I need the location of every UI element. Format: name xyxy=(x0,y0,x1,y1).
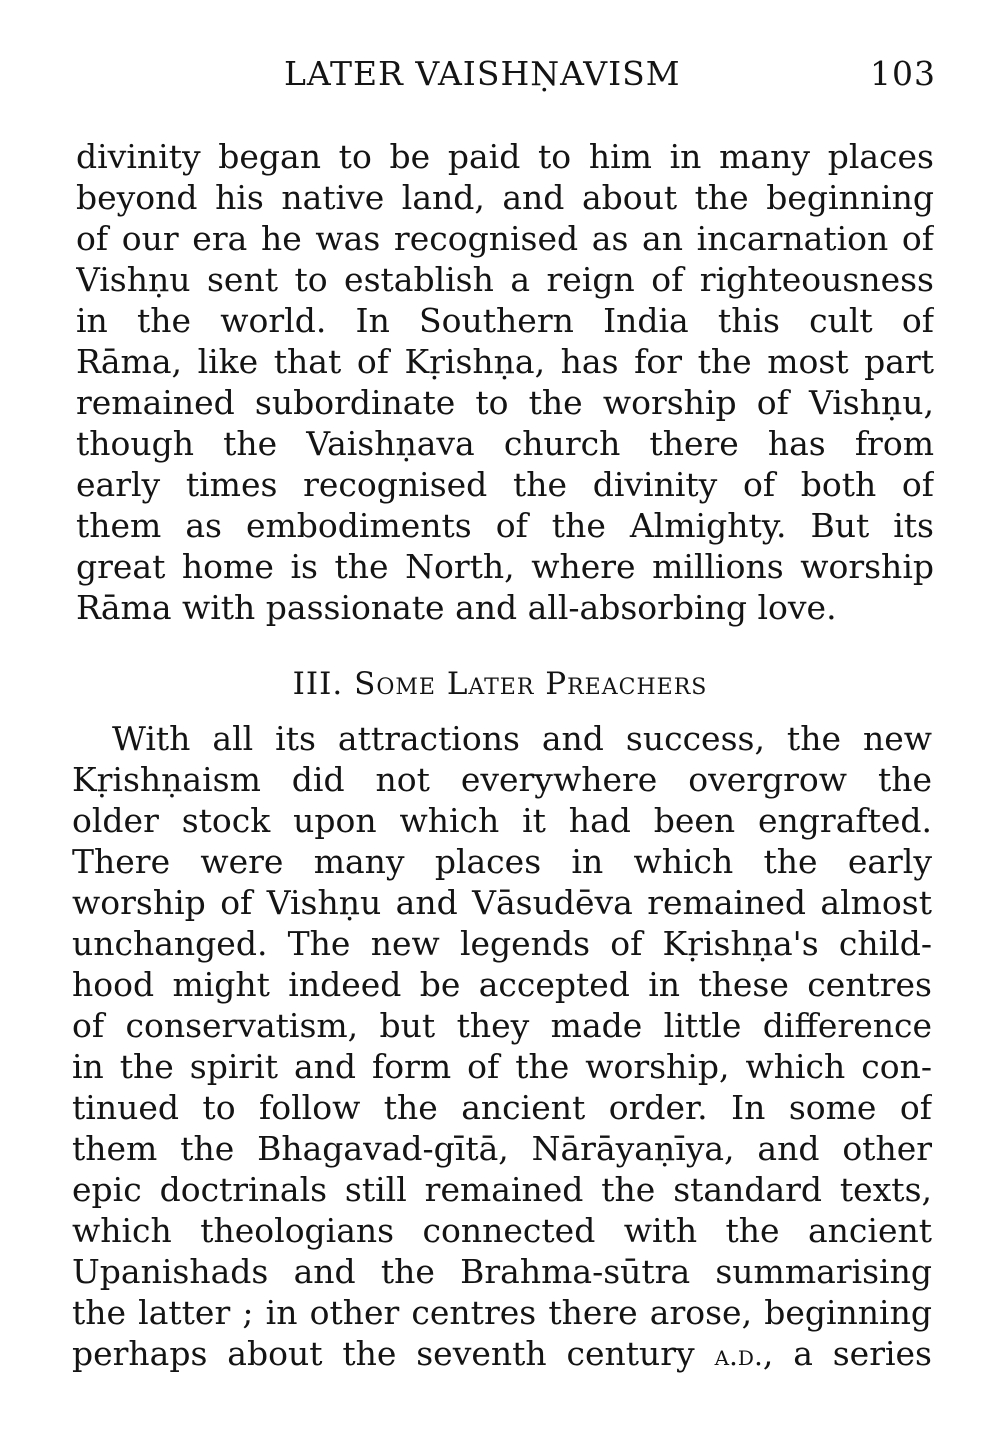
text-line-last xyxy=(72,1333,932,1374)
text-line: which theologians connected with the ancient xyxy=(72,1211,932,1250)
text-line: Kṛishṇaism did not everywhere overgrow the xyxy=(72,760,932,799)
text-fragment: perhaps about the seventh century xyxy=(72,1334,715,1373)
text-line: great home is the North, where millions worship xyxy=(76,547,934,586)
text-line: There were many places in which the early xyxy=(72,842,932,881)
text-line: them the Bhagavad-gītā, Nārāyaṇīya, and other xyxy=(72,1129,932,1168)
text-line: early times recognised the divinity of both of xyxy=(76,465,934,504)
text-line: With all its attractions and success, the new xyxy=(112,719,932,758)
text-line: older stock upon which it had been engrafted. xyxy=(72,801,932,840)
text-fragment: , a series xyxy=(762,1334,932,1373)
text-line: worship of Vishṇu and Vāsudēva remained almost xyxy=(72,883,932,922)
text-line: the latter ; in other centres there arose, beginning xyxy=(72,1293,932,1332)
text-line: remained subordinate to the worship of Vishṇu, xyxy=(76,383,934,422)
text-line: epic doctrinals still remained the standard texts, xyxy=(72,1170,932,1209)
text-line: Rāma, like that of Kṛishṇa, has for the most part xyxy=(76,342,934,381)
text-line: of conservatism, but they made little difference xyxy=(72,1006,932,1045)
text-line: beyond his native land, and about the beginning xyxy=(76,178,934,217)
text-line: them as embodiments of the Almighty. But its xyxy=(76,506,934,545)
text-line: of our era he was recognised as an incarnation of xyxy=(76,219,934,258)
era-abbreviation: a.d. xyxy=(714,1339,763,1372)
paragraph-2 xyxy=(72,718,932,1374)
paragraph-1 xyxy=(76,136,934,628)
running-title: LATER VAISHṆAVISM xyxy=(284,54,681,93)
running-header xyxy=(74,54,936,104)
text-line: in the spirit and form of the worship, which con- xyxy=(72,1047,932,1086)
text-line: in the world. In Southern India this cult of xyxy=(76,301,934,340)
text-line: unchanged. The new legends of Kṛishṇa's child- xyxy=(72,924,932,963)
text-line: divinity began to be paid to him in many places xyxy=(76,137,934,176)
section-numeral: III. xyxy=(292,666,344,702)
text-line: Upanishads and the Brahma-sūtra summarising xyxy=(72,1252,932,1291)
text-line: tinued to follow the ancient order. In some of xyxy=(72,1088,932,1127)
page-number: 103 xyxy=(870,54,936,93)
text-line: though the Vaishṇava church there has from xyxy=(76,424,934,463)
section-title: Some Later Preachers xyxy=(354,666,708,702)
text-line: Vishṇu sent to establish a reign of righteousness xyxy=(76,260,934,299)
text-line: Rāma with passionate and all-absorbing love. xyxy=(76,588,837,627)
section-heading xyxy=(0,666,1000,702)
text-line: hood might indeed be accepted in these centres xyxy=(72,965,932,1004)
